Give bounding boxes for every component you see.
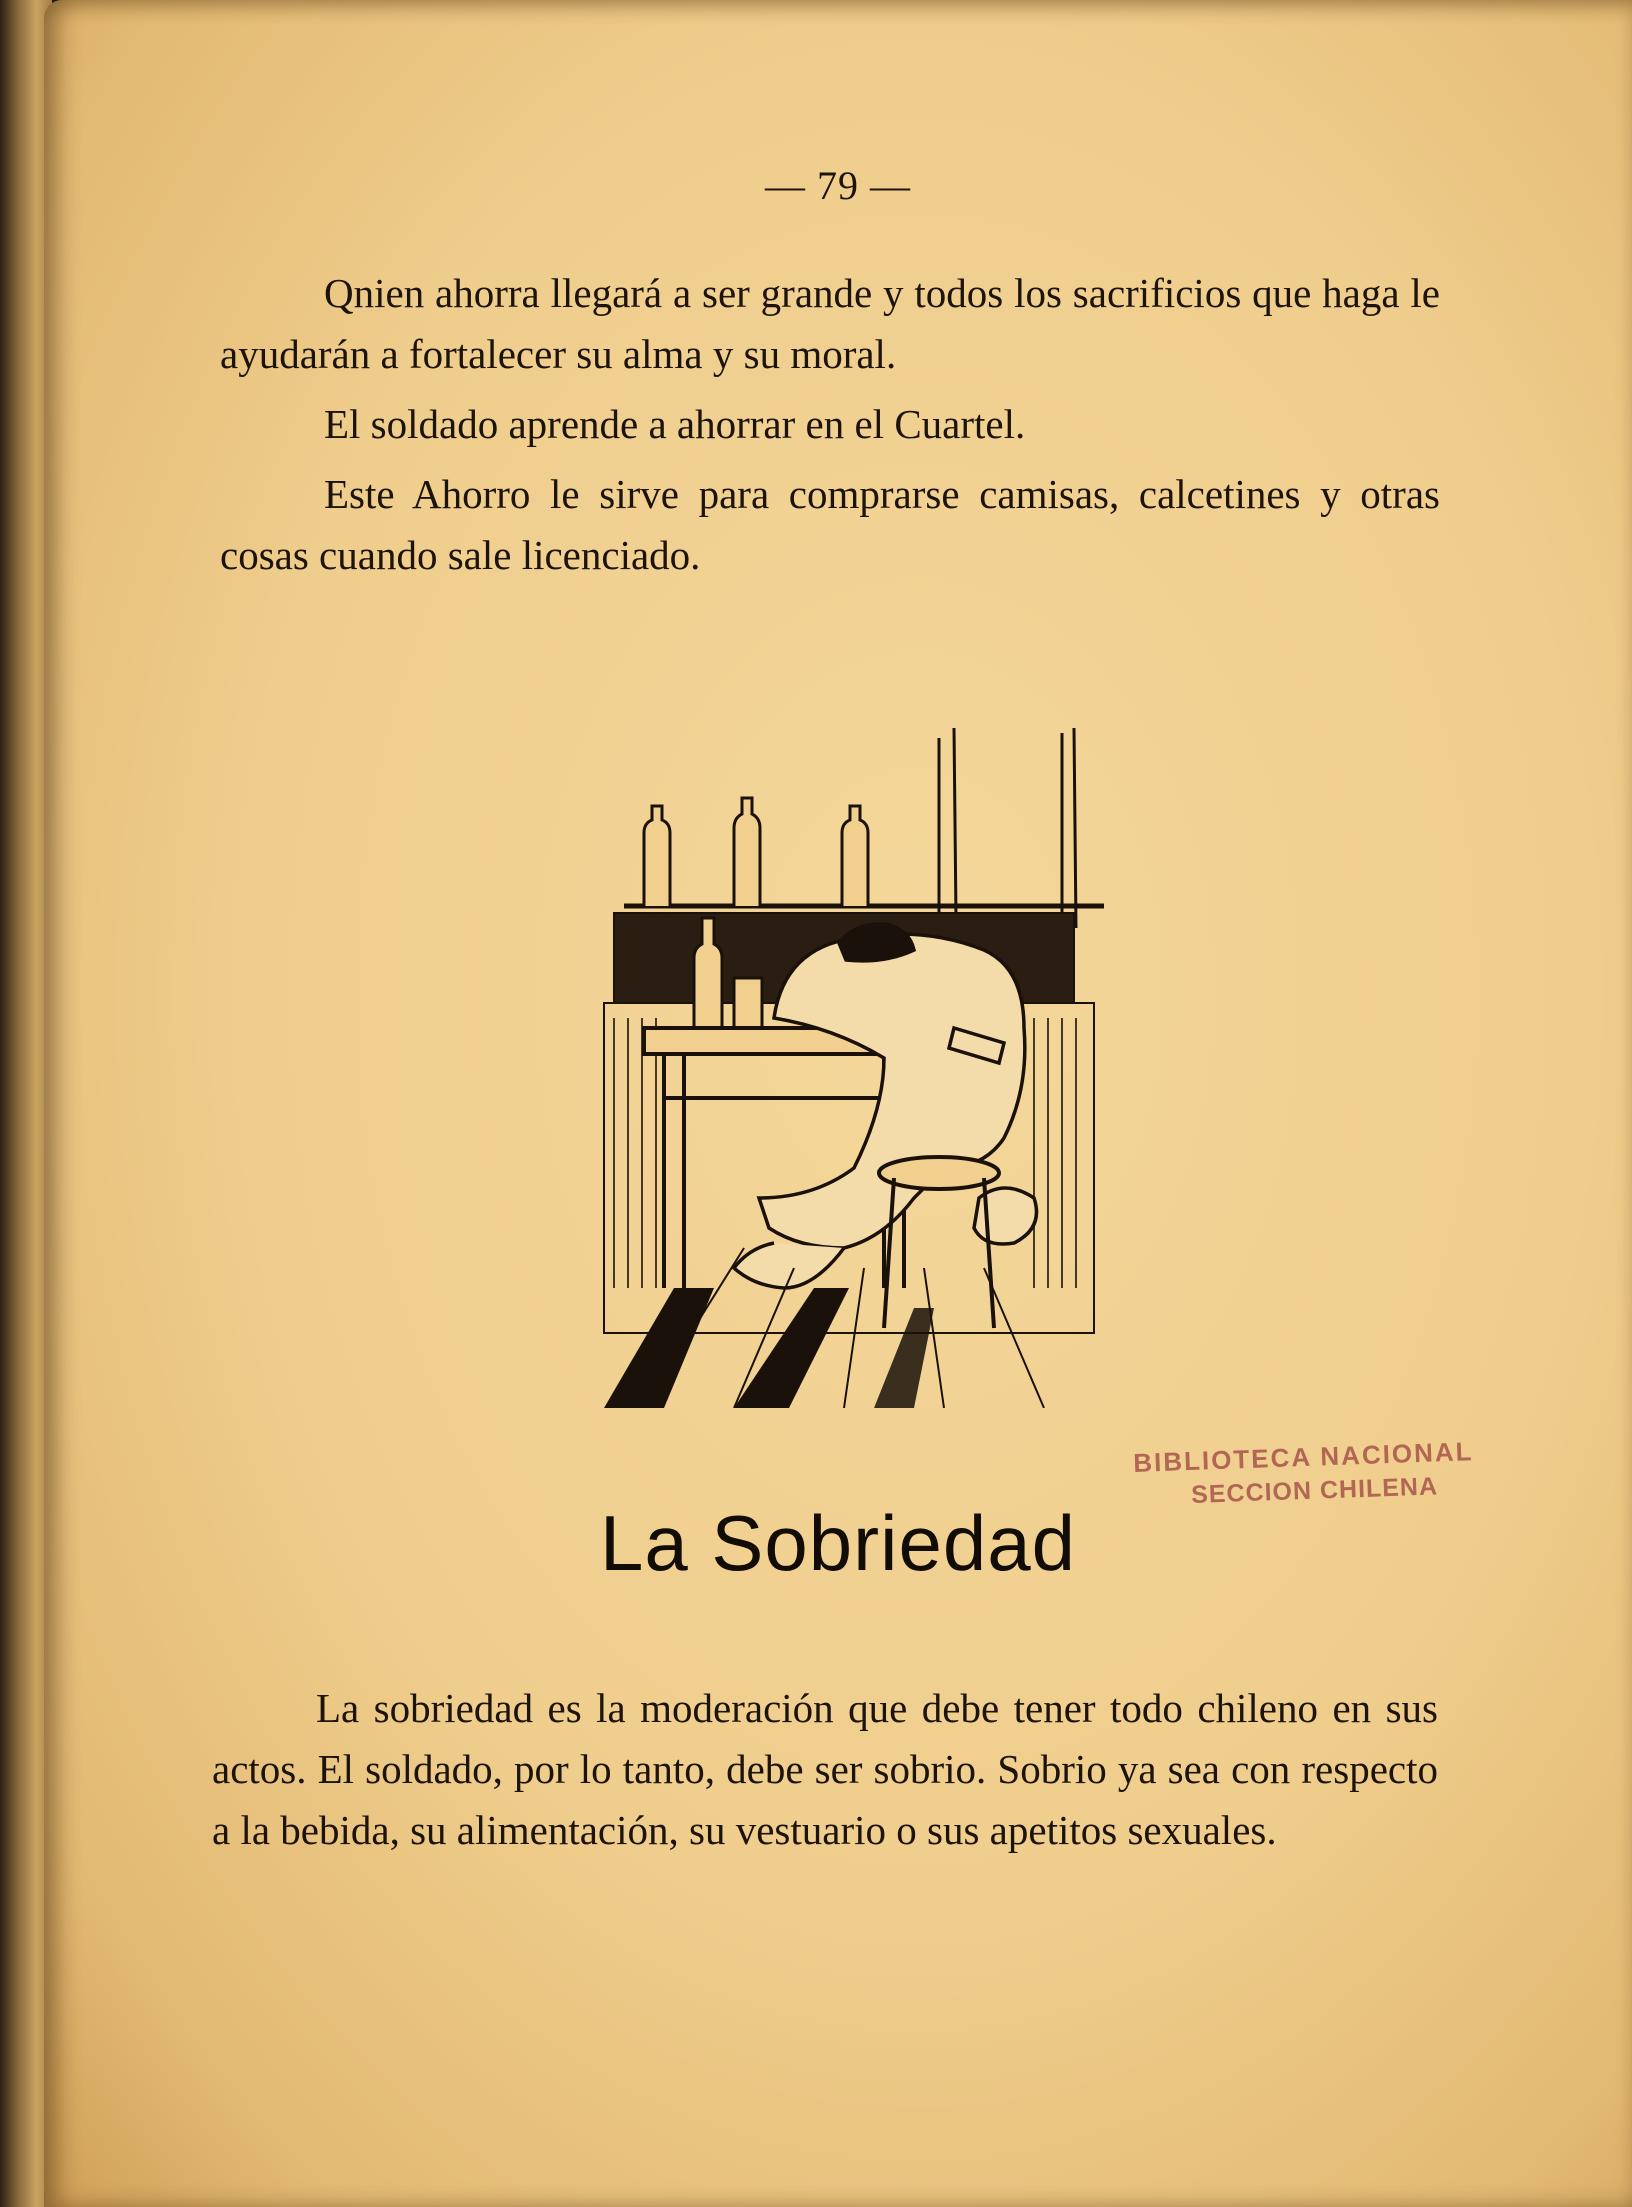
bottom-text-block xyxy=(212,1678,1438,1870)
soldier-drunk-at-table-illustration xyxy=(584,728,1114,1408)
stamp-line-1: BIBLIOTECA NACIONAL xyxy=(1132,1436,1474,1478)
book-page xyxy=(44,0,1632,2207)
paragraph-savings-greatness: Qnien ahorra llegará a ser grande y todos los sacrificios que haga le ayudarán a fortalecer su alma y su moral. xyxy=(220,270,1440,377)
page-number: — 79 — xyxy=(765,163,911,208)
paragraph-savings-use: Este Ahorro le sirve para comprarse camisas, calcetines y otras cosas cuando sale licenciado. xyxy=(220,471,1440,578)
paragraph-sobriety-definition: La sobriedad es la moderación que debe tener todo chileno en sus actos. El soldado, por lo tanto, debe ser sobrio. Sobrio ya sea con respecto a la bebida, su alimentación, su vestuario o sus apetitos sexuales. xyxy=(212,1685,1438,1853)
stamp-line-2: SECCION CHILENA xyxy=(1190,1472,1439,1509)
section-title: La Sobriedad xyxy=(599,1499,1077,1587)
paragraph-soldier-learns-saving: El soldado aprende a ahorrar en el Cuartel. xyxy=(324,401,1026,447)
top-text-block xyxy=(220,263,1440,595)
